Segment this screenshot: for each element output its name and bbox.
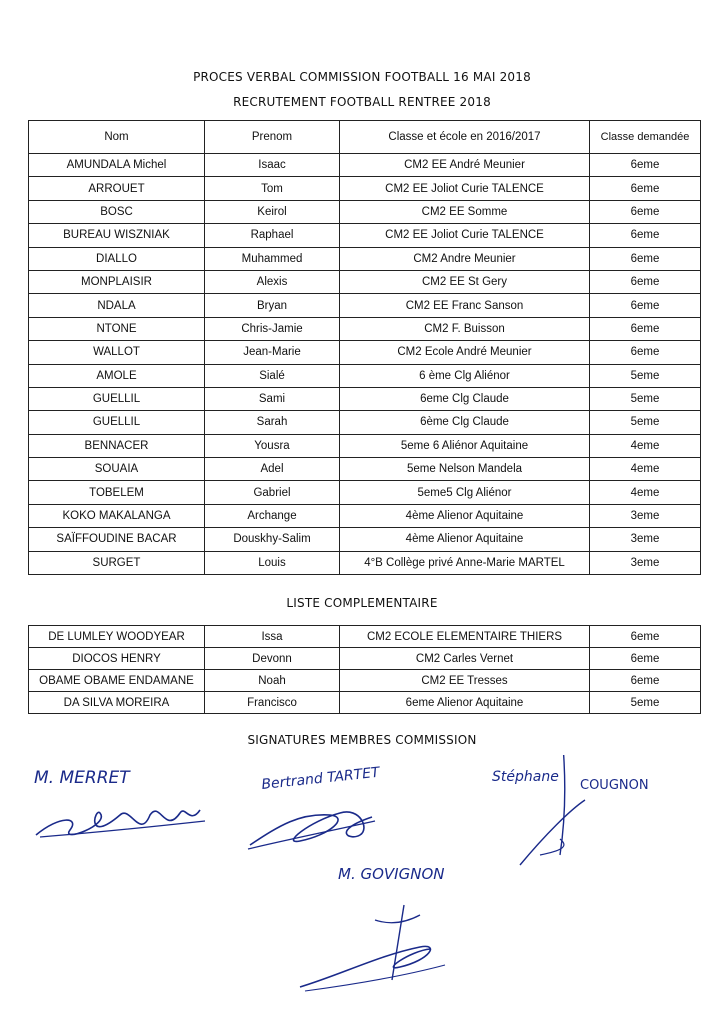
cell-classe-demandee: 6eme [590, 224, 701, 247]
column-header-classe-demandee: Classe demandée [590, 121, 701, 154]
cell-classe-ecole: 4ème Alienor Aquitaine [340, 528, 590, 551]
cell-classe-ecole: CM2 EE Franc Sanson [340, 294, 590, 317]
signature-name-merret: M. MERRET [34, 768, 130, 788]
cell-prenom: Raphael [205, 224, 340, 247]
cell-nom: NDALA [29, 294, 205, 317]
cell-prenom: Sarah [205, 411, 340, 434]
student-row [29, 551, 701, 574]
cell-classe-ecole: 4ème Alienor Aquitaine [340, 504, 590, 527]
column-header-classe-ecole: Classe et école en 2016/2017 [340, 121, 590, 154]
column-header-nom: Nom [29, 121, 205, 154]
complementary-student-row [29, 648, 701, 670]
cell-classe-ecole: CM2 EE Joliot Curie TALENCE [340, 224, 590, 247]
student-row [29, 364, 701, 387]
complementary-list-title: LISTE COMPLEMENTAIRE [286, 596, 438, 610]
cell-classe-demandee: 3eme [590, 504, 701, 527]
cell-prenom: Alexis [205, 270, 340, 293]
signature-scribble-cougnon [520, 800, 585, 865]
cell-prenom: Bryan [205, 294, 340, 317]
student-row [29, 200, 701, 223]
cell-classe-ecole: CM2 F. Buisson [340, 317, 590, 340]
cell-prenom: Chris-Jamie [205, 317, 340, 340]
signature-tartet [248, 765, 382, 849]
student-row [29, 224, 701, 247]
cell-classe-demandee: 5eme [590, 692, 701, 714]
cell-classe-ecole: 6eme Alienor Aquitaine [340, 692, 590, 714]
cell-prenom: Archange [205, 504, 340, 527]
cell-nom: AMUNDALA Michel [29, 154, 205, 177]
cell-classe-ecole: CM2 Carles Vernet [340, 648, 590, 670]
cell-classe-ecole: CM2 EE Joliot Curie TALENCE [340, 177, 590, 200]
cell-nom: BOSC [29, 200, 205, 223]
cell-classe-demandee: 5eme [590, 411, 701, 434]
cell-nom: AMOLE [29, 364, 205, 387]
cell-nom: GUELLIL [29, 387, 205, 410]
cell-classe-demandee: 3eme [590, 528, 701, 551]
cell-prenom: Jean-Marie [205, 341, 340, 364]
signature-scribble-tartet [250, 812, 372, 845]
cell-prenom: Sami [205, 387, 340, 410]
cell-classe-ecole: 4°B Collège privé Anne-Marie MARTEL [340, 551, 590, 574]
cell-classe-demandee: 6eme [590, 648, 701, 670]
complementary-student-row [29, 626, 701, 648]
student-row [29, 341, 701, 364]
cell-prenom: Isaac [205, 154, 340, 177]
cell-classe-demandee: 6eme [590, 341, 701, 364]
student-row [29, 528, 701, 551]
signature-cougnon [492, 755, 649, 865]
complementary-student-row [29, 670, 701, 692]
signature-name-govignon: M. GOVIGNON [338, 865, 445, 883]
cell-classe-ecole: CM2 EE Somme [340, 200, 590, 223]
cell-classe-ecole: 5eme 6 Aliénor Aquitaine [340, 434, 590, 457]
cell-prenom: Sialé [205, 364, 340, 387]
cell-prenom: Gabriel [205, 481, 340, 504]
student-row [29, 247, 701, 270]
student-row [29, 270, 701, 293]
cell-classe-demandee: 5eme [590, 364, 701, 387]
cell-prenom: Douskhy-Salim [205, 528, 340, 551]
cell-prenom: Adel [205, 458, 340, 481]
signature-merret [34, 768, 205, 837]
cell-classe-demandee: 5eme [590, 387, 701, 410]
student-row [29, 504, 701, 527]
student-row [29, 154, 701, 177]
cell-classe-demandee: 6eme [590, 270, 701, 293]
cell-prenom: Devonn [205, 648, 340, 670]
signature-scribble-merret [36, 810, 200, 835]
cell-classe-ecole: 5eme Nelson Mandela [340, 458, 590, 481]
cell-classe-ecole: CM2 EE Tresses [340, 670, 590, 692]
cell-classe-demandee: 6eme [590, 247, 701, 270]
cell-nom: SURGET [29, 551, 205, 574]
signature-name-cougnon: COUGNON [580, 778, 649, 793]
student-row [29, 411, 701, 434]
student-row [29, 458, 701, 481]
student-row [29, 481, 701, 504]
cell-nom: SOUAIA [29, 458, 205, 481]
cell-classe-ecole: 6eme Clg Claude [340, 387, 590, 410]
complementary-table [28, 625, 701, 714]
cell-classe-ecole: 5eme5 Clg Aliénor [340, 481, 590, 504]
cell-classe-demandee: 4eme [590, 458, 701, 481]
cell-nom: DE LUMLEY WOODYEAR [29, 626, 205, 648]
cell-prenom: Issa [205, 626, 340, 648]
signature-name-stephane: Stéphane [492, 769, 559, 785]
recruitment-table [28, 120, 701, 575]
cell-classe-ecole: 6 ème Clg Aliénor [340, 364, 590, 387]
student-row [29, 387, 701, 410]
document-title: PROCES VERBAL COMMISSION FOOTBALL 16 MAI 2018 [193, 70, 531, 84]
table-header-row [29, 121, 701, 154]
cell-classe-demandee: 4eme [590, 481, 701, 504]
cell-classe-ecole: CM2 EE St Gery [340, 270, 590, 293]
cell-classe-ecole: CM2 Andre Meunier [340, 247, 590, 270]
cell-prenom: Francisco [205, 692, 340, 714]
cell-nom: DA SILVA MOREIRA [29, 692, 205, 714]
cell-classe-demandee: 6eme [590, 200, 701, 223]
signatures-area [0, 755, 724, 1015]
cell-classe-ecole: CM2 Ecole André Meunier [340, 341, 590, 364]
cell-prenom: Noah [205, 670, 340, 692]
student-row [29, 177, 701, 200]
cell-nom: KOKO MAKALANGA [29, 504, 205, 527]
signature-name-tartet: Bertrand TARTET [260, 764, 381, 793]
cell-nom: GUELLIL [29, 411, 205, 434]
cell-classe-demandee: 6eme [590, 294, 701, 317]
cell-nom: NTONE [29, 317, 205, 340]
cell-prenom: Muhammed [205, 247, 340, 270]
cell-nom: BENNACER [29, 434, 205, 457]
cell-nom: DIOCOS HENRY [29, 648, 205, 670]
student-row [29, 434, 701, 457]
signature-scribble-govignon [300, 946, 430, 987]
cell-classe-demandee: 6eme [590, 626, 701, 648]
cell-prenom: Yousra [205, 434, 340, 457]
column-header-prenom: Prenom [205, 121, 340, 154]
student-row [29, 294, 701, 317]
cell-classe-demandee: 6eme [590, 154, 701, 177]
signature-govignon [300, 865, 445, 991]
cell-classe-demandee: 3eme [590, 551, 701, 574]
cell-nom: MONPLAISIR [29, 270, 205, 293]
cell-nom: DIALLO [29, 247, 205, 270]
signatures-title: SIGNATURES MEMBRES COMMISSION [247, 733, 477, 747]
cell-nom: SAÏFFOUDINE BACAR [29, 528, 205, 551]
complementary-student-row [29, 692, 701, 714]
cell-classe-demandee: 6eme [590, 670, 701, 692]
document-subtitle: RECRUTEMENT FOOTBALL RENTREE 2018 [233, 95, 491, 109]
cell-prenom: Louis [205, 551, 340, 574]
cell-classe-demandee: 6eme [590, 317, 701, 340]
cell-nom: OBAME OBAME ENDAMANE [29, 670, 205, 692]
cell-nom: TOBELEM [29, 481, 205, 504]
cell-classe-ecole: CM2 EE André Meunier [340, 154, 590, 177]
cell-classe-demandee: 4eme [590, 434, 701, 457]
student-row [29, 317, 701, 340]
cell-classe-demandee: 6eme [590, 177, 701, 200]
cell-nom: BUREAU WISZNIAK [29, 224, 205, 247]
cell-prenom: Tom [205, 177, 340, 200]
cell-nom: ARROUET [29, 177, 205, 200]
cell-classe-ecole: CM2 ECOLE ELEMENTAIRE THIERS [340, 626, 590, 648]
cell-classe-ecole: 6ème Clg Claude [340, 411, 590, 434]
cell-prenom: Keirol [205, 200, 340, 223]
cell-nom: WALLOT [29, 341, 205, 364]
